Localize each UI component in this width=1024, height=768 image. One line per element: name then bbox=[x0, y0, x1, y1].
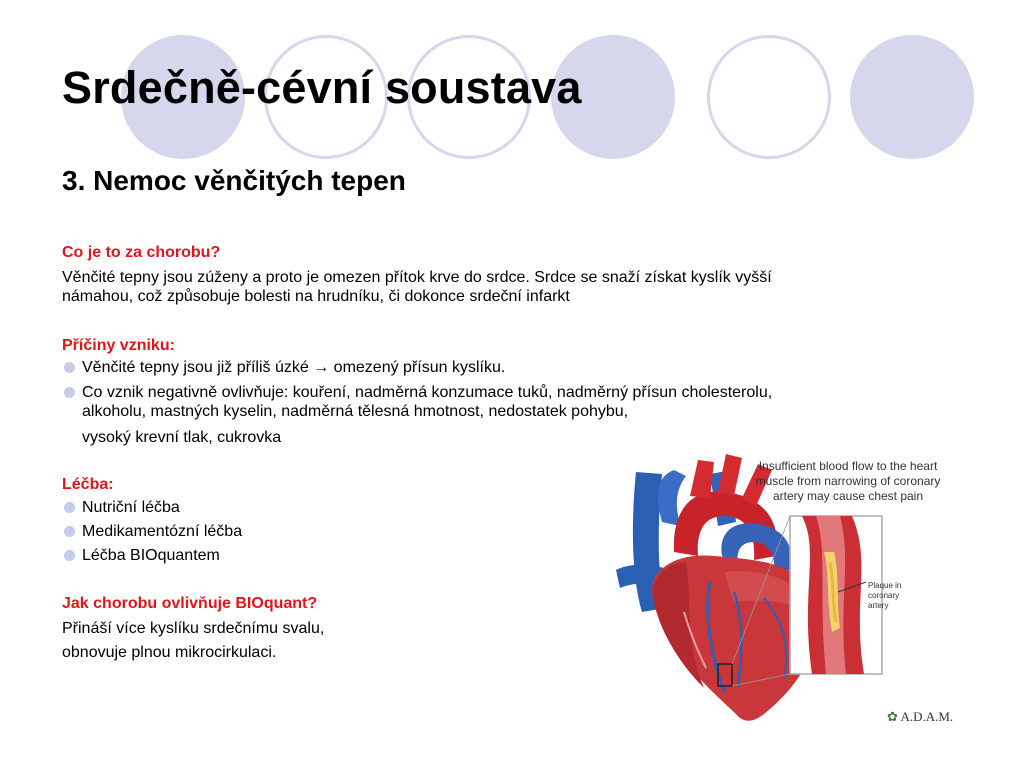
bioquant-line-2: obnovuje plnou mikrocirkulaci. bbox=[62, 644, 277, 661]
cause-bullet-1-text: Věnčité tepny jsou již příliš úzké → omezený přísun kyslíku. bbox=[82, 359, 506, 376]
figure-caption-line-3: artery may cause chest pain bbox=[772, 489, 924, 503]
decor-circle-6 bbox=[850, 35, 974, 159]
bioquant-line-1: Přináší více kyslíku srdečnímu svalu, bbox=[62, 620, 325, 637]
heart-illustration bbox=[614, 452, 960, 730]
heading-what: Co je to za chorobu? bbox=[62, 244, 221, 261]
what-line-2: námahou, což způsobuje bolesti na hrudníku, či dokonce srdeční infarkt bbox=[62, 288, 570, 305]
bullet-dot bbox=[64, 362, 75, 373]
inset-label-line-1: Plaque in bbox=[868, 581, 902, 590]
inset-label-line-3: artery bbox=[868, 601, 889, 610]
bullet-dot bbox=[64, 502, 75, 513]
what-line-1: Věnčité tepny jsou zúženy a proto je omezen přítok krve do srdce. Srdce se snaží získat kyslík vyšší bbox=[62, 269, 772, 286]
heading-treatment: Léčba: bbox=[62, 476, 114, 493]
adam-credit bbox=[887, 709, 953, 725]
cause-bullet-2-line-1: Co vznik negativně ovlivňuje: kouření, nadměrná konzumace tuků, nadměrný přísun cholesterolu, bbox=[82, 384, 773, 401]
cause-bullet-2-line-2: alkoholu, mastných kyselin, nadměrná tělesná hmotnost, nedostatek pohybu, bbox=[82, 403, 629, 420]
heading-bioquant: Jak chorobu ovlivňuje BIOquant? bbox=[62, 595, 318, 612]
treatment-item-3-text: Léčba BIOquantem bbox=[82, 547, 220, 564]
bullet-dot bbox=[64, 387, 75, 398]
inset-label-line-2: coronary bbox=[868, 591, 900, 600]
adam-credit-text: A.D.A.M. bbox=[900, 709, 954, 724]
bullet-dot bbox=[64, 550, 75, 561]
cause-continuation: vysoký krevní tlak, cukrovka bbox=[82, 429, 282, 446]
heading-causes: Příčiny vzniku: bbox=[62, 337, 175, 354]
treatment-item-1-text: Nutriční léčba bbox=[82, 499, 180, 516]
bullet-dot bbox=[64, 526, 75, 537]
decor-circle-5 bbox=[707, 35, 831, 159]
figure-caption-line-1: Insufficient blood flow to the heart bbox=[758, 459, 938, 473]
adam-logo-icon: ✿ bbox=[887, 709, 898, 724]
slide-subtitle: 3. Nemoc věnčitých tepen bbox=[62, 165, 406, 196]
figure-caption-line-2: muscle from narrowing of coronary bbox=[755, 474, 941, 488]
slide-title: Srdečně-cévní soustava bbox=[62, 62, 582, 113]
treatment-item-2-text: Medikamentózní léčba bbox=[82, 523, 243, 540]
